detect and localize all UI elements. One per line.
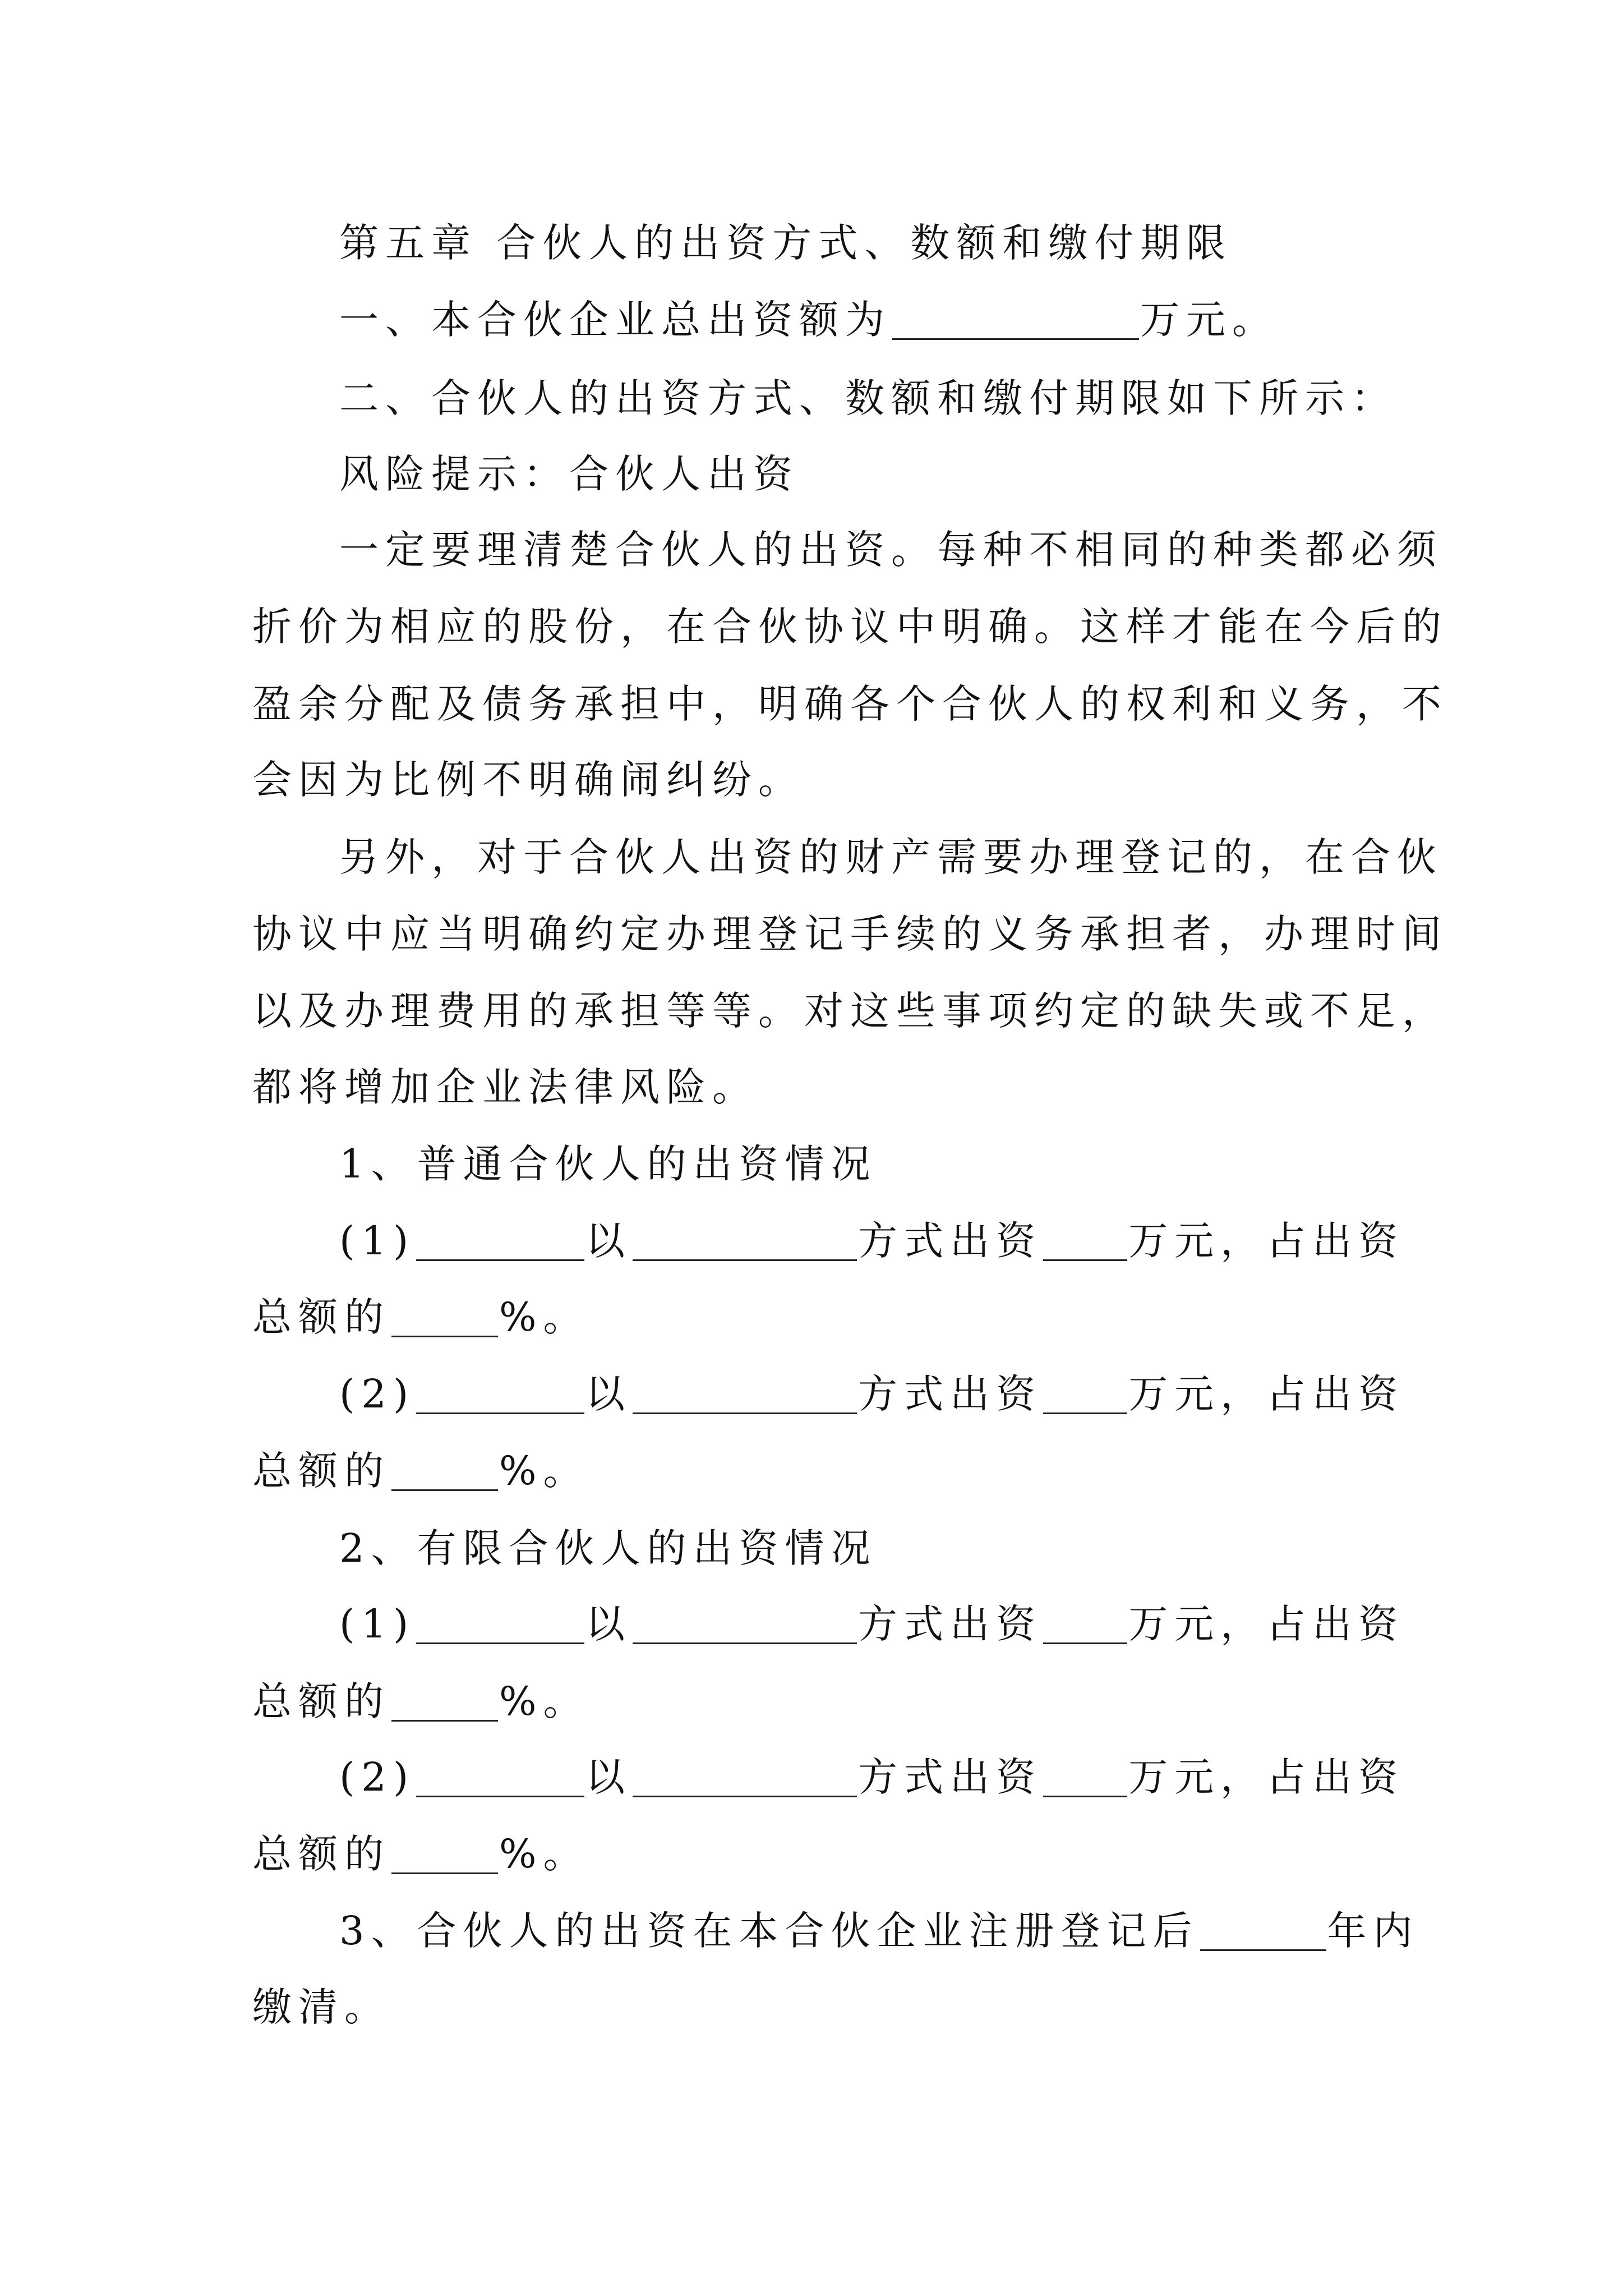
item-with: 以 [585,1601,632,1647]
item-method: 方式出资 [858,1601,1043,1647]
item-method: 方式出资 [858,1218,1043,1264]
percent-blank[interactable] [391,1829,498,1874]
partner-name-blank[interactable] [416,1599,584,1644]
method-blank[interactable] [633,1369,857,1414]
total-capital-blank[interactable] [892,295,1139,340]
total-capital-unit: 万元。 [1140,297,1278,343]
item-total-prefix: 总额的 [252,1831,390,1877]
item-amount-unit: 万元，占出资 [1128,1601,1405,1647]
item-amount-unit: 万元，占出资 [1128,1754,1405,1800]
item-method: 方式出资 [858,1754,1043,1800]
risk-title: 风险提示：合伙人出资 [339,451,799,497]
limited-item-1 [339,1599,1489,1649]
item-total-prefix: 总额的 [252,1678,390,1724]
general-item-1-cont [252,1292,1402,1342]
item-with: 以 [585,1754,632,1800]
general-item-2 [339,1369,1489,1419]
limited-item-1-cont [252,1676,1402,1727]
payment-deadline-label: 3、合伙人的出资在本合伙企业注册登记后 [339,1908,1199,1954]
limited-item-2 [339,1752,1489,1802]
payment-deadline-line [339,1906,1489,1956]
risk-para1-line: 会因为比例不明确闹纠纷。 [252,757,804,803]
general-item-1 [339,1216,1489,1266]
item-with: 以 [585,1218,632,1264]
partner-name-blank[interactable] [416,1369,584,1414]
percent-blank[interactable] [391,1446,498,1491]
item-percent: %。 [499,1448,589,1494]
years-blank[interactable] [1200,1906,1326,1951]
total-capital-line [339,295,1489,345]
item-percent: %。 [499,1294,589,1340]
limited-item-2-cont [252,1829,1402,1879]
payment-deadline-unit: 年内 [1327,1908,1419,1954]
chapter-title: 第五章 合伙人的出资方式、数额和缴付期限 [339,220,1233,266]
item-with: 以 [585,1371,632,1417]
item-label: (2) [339,1371,416,1417]
item-percent: %。 [499,1831,589,1877]
general-partner-heading: 1、普通合伙人的出资情况 [339,1141,877,1187]
item-total-prefix: 总额的 [252,1448,390,1494]
item-amount-unit: 万元，占出资 [1128,1371,1405,1417]
amount-blank[interactable] [1043,1369,1127,1414]
total-capital-label: 一、本合伙企业总出资额为 [339,297,891,343]
amount-blank[interactable] [1043,1216,1127,1261]
partner-name-blank[interactable] [416,1216,584,1261]
amount-blank[interactable] [1043,1752,1127,1797]
contribution-intro: 二、合伙人的出资方式、数额和缴付期限如下所示： [339,375,1397,421]
payment-deadline-cont: 缴清。 [252,1984,390,2030]
risk-para1-line: 一定要理清楚合伙人的出资。每种不相同的种类都必须 [339,527,1443,573]
risk-para2-line: 另外，对于合伙人出资的财产需要办理登记的，在合伙 [339,834,1443,880]
limited-partner-heading: 2、有限合伙人的出资情况 [339,1525,877,1571]
item-label: (1) [339,1218,416,1264]
risk-para2-line: 以及办理费用的承担等等。对这些事项约定的缺失或不足， [252,988,1448,1034]
amount-blank[interactable] [1043,1599,1127,1644]
item-percent: %。 [499,1678,589,1724]
item-label: (2) [339,1754,416,1800]
percent-blank[interactable] [391,1676,498,1722]
risk-para2-line: 协议中应当明确约定办理登记手续的义务承担者，办理时间 [252,911,1448,957]
item-total-prefix: 总额的 [252,1294,390,1340]
risk-para2-line: 都将增加企业法律风险。 [252,1064,758,1110]
percent-blank[interactable] [391,1292,498,1337]
risk-para1-line: 折价为相应的股份，在合伙协议中明确。这样才能在今后的 [252,604,1448,650]
item-label: (1) [339,1601,416,1647]
risk-para1-line: 盈余分配及债务承担中，明确各个合伙人的权利和义务，不 [252,681,1448,727]
method-blank[interactable] [633,1599,857,1644]
item-method: 方式出资 [858,1371,1043,1417]
method-blank[interactable] [633,1752,857,1797]
item-amount-unit: 万元，占出资 [1128,1218,1405,1264]
partner-name-blank[interactable] [416,1752,584,1797]
method-blank[interactable] [633,1216,857,1261]
general-item-2-cont [252,1446,1402,1496]
